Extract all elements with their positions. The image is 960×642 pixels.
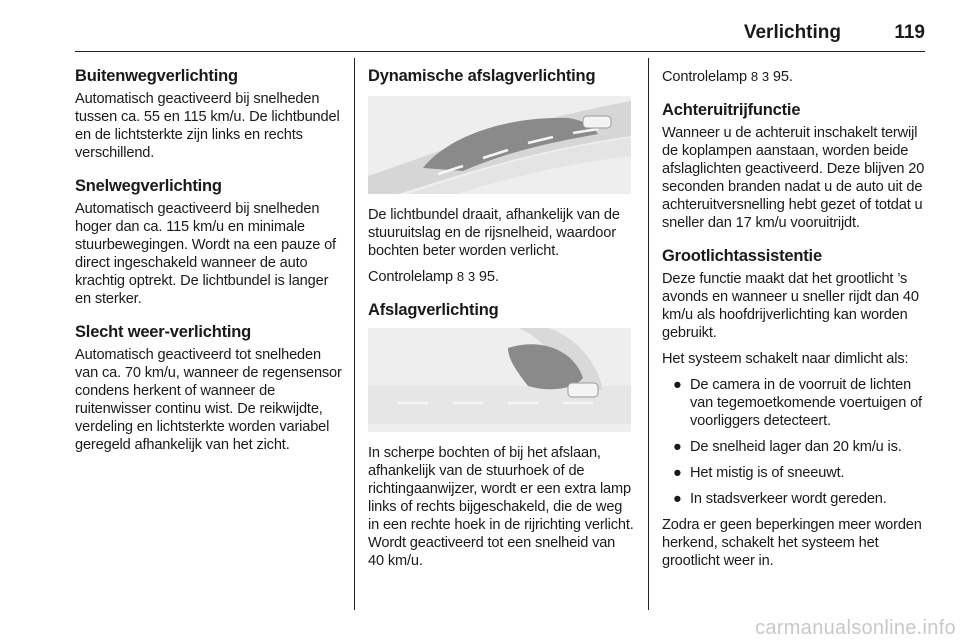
bullet-list xyxy=(662,376,926,508)
section-heading-slecht-weer: Slecht weer-verlichting xyxy=(75,323,252,341)
column-divider xyxy=(648,58,649,610)
section-text-afslag: In scherpe bochten of bij het afslaan, afhankelijk van de stuurhoek of de richtingaanwijzer, wordt er een extra lamp links of rechts bijgeschakeld, die de weg in een rechte hoek in de rijrichting verlicht. Wordt geactiveerd tot een snelheid van 40 km/u. xyxy=(368,445,634,569)
section-text-buitenweg: Automatisch geactiveerd bij snelheden tussen ca. 55 en 115 km/u. De lichtbundel en de lichtsterkte zijn links en rechts verschillend. xyxy=(75,91,340,161)
column-left xyxy=(75,58,343,614)
watermark: carmanualsonline.info xyxy=(755,617,956,639)
section-heading-grootlicht: Grootlichtassistentie xyxy=(662,247,822,265)
section-heading-snelweg: Snelwegverlichting xyxy=(75,177,222,195)
control-lamp-reference: Controlelamp 8 3 95. xyxy=(368,269,499,285)
lamp-icon: 8 xyxy=(456,269,464,284)
section-text-dynamische-afslag: De lichtbundel draait, afhankelijk van de stuuruitslag en de rijsnelheid, waardoor bochten beter worden verlicht. xyxy=(368,207,620,259)
section-heading-afslag: Afslagverlichting xyxy=(368,301,499,319)
bullet-icon: ● xyxy=(673,465,682,481)
control-lamp-reference: Controlelamp 8 3 95. xyxy=(662,69,793,85)
list-item: ● De snelheid lager dan 20 km/u is. xyxy=(673,439,902,455)
bullet-icon: ● xyxy=(673,439,682,455)
column-divider xyxy=(354,58,355,610)
bullet-icon: ● xyxy=(673,377,682,393)
list-item: ● Het mistig is of sneeuwt. xyxy=(673,465,845,481)
lamp-icon: 8 xyxy=(750,69,758,84)
page-title: Verlichting xyxy=(743,22,841,43)
section-text-snelweg: Automatisch geactiveerd bij snelheden hoger dan ca. 115 km/u en minimale stuurbewegingen. Wordt na een pauze of direct ingeschakeld wanneer de auto krachtig optrekt. De lichtbundel is langer en sterker. xyxy=(75,201,336,307)
section-heading-achteruitrij: Achteruitrijfunctie xyxy=(662,101,801,119)
arrow-reference-icon: 3 xyxy=(761,69,769,84)
section-text-achteruitrij: Wanneer u de achteruit inschakelt terwijl de koplampen aanstaan, worden beide afslaglichten geactiveerd. Deze blijven 20 seconden branden nadat u de auto uit de achteruitversnelling hebt gezet of totdat u sneller dan 17 km/u vooruitrijdt. xyxy=(662,125,925,231)
list-item: ● De camera in de voorruit de lichten van tegemoetkomende voertuigen of voorliggers detecteert. xyxy=(673,377,922,429)
illustration-cornering-light xyxy=(368,328,631,432)
bullet-icon: ● xyxy=(673,491,682,507)
section-heading-buitenweg: Buitenwegverlichting xyxy=(75,67,238,85)
column-right xyxy=(662,58,926,614)
illustration-dynamic-cornering xyxy=(368,96,631,194)
section-text-slecht-weer: Automatisch geactiveerd tot snelheden van ca. 70 km/u, wanneer de regensensor condens herkent of wanneer de ruitenwisser continu wist. De reikwijdte, verdeling en lichtsterkte worden variabel geregeld afhankelijk van het zicht. xyxy=(75,347,342,453)
page-header xyxy=(75,18,925,52)
page-number: 119 xyxy=(894,22,925,43)
section-text-grootlicht-2: Het systeem schakelt naar dimlicht als: xyxy=(662,351,909,367)
arrow-reference-icon: 3 xyxy=(467,269,475,284)
section-text-grootlicht-3: Zodra er geen beperkingen meer worden herkend, schakelt het systeem het grootlicht weer in. xyxy=(662,517,922,569)
column-middle xyxy=(368,58,634,614)
list-item: ● In stadsverkeer wordt gereden. xyxy=(673,491,887,507)
section-text-grootlicht-1: Deze functie maakt dat het grootlicht ’s avonds en wanneer u sneller rijdt dan 40 km/u als hoofdrijverlichting kan worden gebruikt. xyxy=(662,271,919,341)
section-heading-dynamische-afslag: Dynamische afslagverlichting xyxy=(368,67,596,85)
